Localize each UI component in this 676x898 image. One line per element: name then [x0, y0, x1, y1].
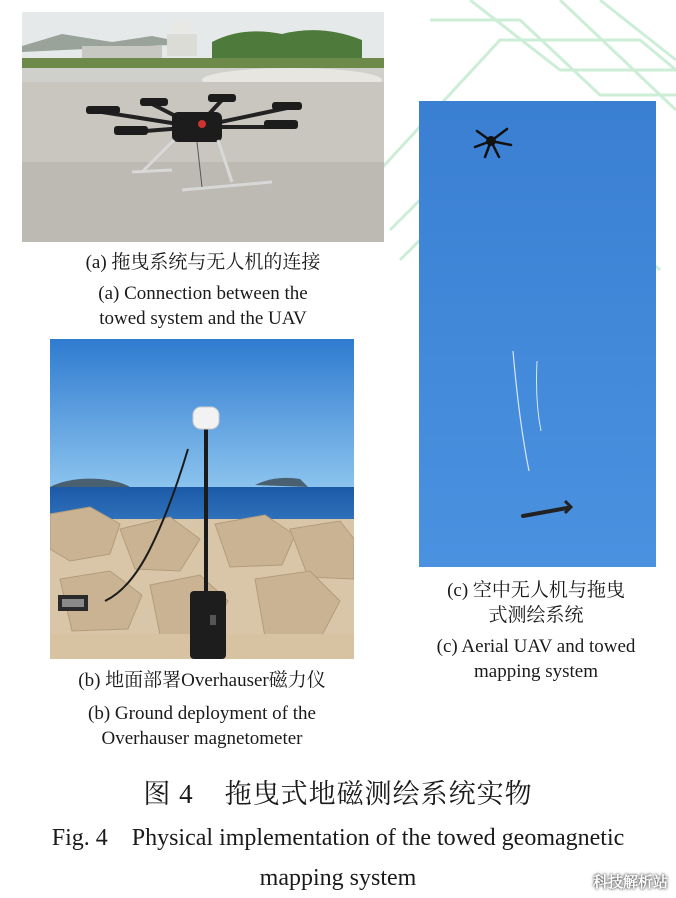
- caption-c-en-line2: mapping system: [473, 661, 599, 682]
- figure-title-cn: 图 4 拖曳式地磁测绘系统实物: [143, 779, 533, 809]
- photo-ground-magnetometer: [50, 339, 354, 659]
- caption-panel-b: [20, 668, 384, 751]
- photo-uav-connection: [22, 12, 384, 242]
- caption-panel-a: [22, 250, 384, 331]
- caption-a-cn: (a) 拖曳系统与无人机的连接: [85, 252, 321, 273]
- figure-title-en-line2: mapping system: [259, 865, 417, 891]
- caption-a-en-line2: towed system and the UAV: [99, 308, 307, 329]
- caption-b-cn: (b) 地面部署Overhauser磁力仪: [78, 670, 326, 691]
- caption-b-en-line2: Overhauser magnetometer: [101, 728, 303, 749]
- watermark: 科技解析站: [592, 873, 668, 891]
- figure-title-en: [0, 818, 676, 898]
- caption-c-cn-line2: 式测绘系统: [488, 605, 584, 626]
- caption-a-en-line1: (a) Connection between the: [98, 283, 308, 304]
- figure-title-en-line1: Fig. 4 Physical implementation of the towed geomagnetic: [51, 825, 625, 851]
- caption-c-cn-line1: (c) 空中无人机与拖曳: [447, 580, 625, 601]
- photo-aerial-uav: [419, 101, 656, 567]
- caption-b-en-line1: (b) Ground deployment of the: [88, 703, 316, 724]
- caption-panel-c: [396, 578, 676, 684]
- caption-c-en-line1: (c) Aerial UAV and towed: [436, 636, 636, 657]
